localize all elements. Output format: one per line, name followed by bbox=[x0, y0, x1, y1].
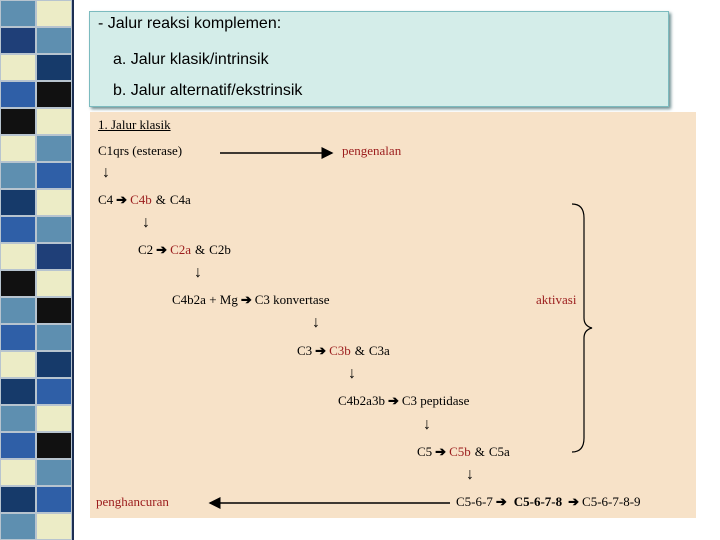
strip-cell bbox=[36, 486, 72, 513]
strip-cell bbox=[0, 243, 36, 270]
aktivasi-brace bbox=[572, 204, 592, 452]
header-line-3: b. Jalur alternatif/ekstrinsik bbox=[113, 82, 303, 99]
strip-row bbox=[0, 189, 72, 216]
strip-cell bbox=[0, 216, 36, 243]
strip-row bbox=[0, 513, 72, 540]
strip-cell bbox=[36, 216, 72, 243]
strip-row bbox=[0, 54, 72, 81]
decorative-side-strip bbox=[0, 0, 72, 540]
strip-cell bbox=[36, 513, 72, 540]
strip-cell bbox=[0, 81, 36, 108]
strip-cell bbox=[0, 324, 36, 351]
strip-cell bbox=[0, 351, 36, 378]
strip-row bbox=[0, 81, 72, 108]
header-line-1: - Jalur reaksi komplemen: bbox=[98, 15, 282, 32]
c1qrs-label: C1qrs (esterase) bbox=[98, 143, 183, 158]
strip-cell bbox=[0, 270, 36, 297]
strip-cell bbox=[36, 432, 72, 459]
down-arrow-1: ↓ bbox=[102, 164, 110, 181]
strip-cell bbox=[0, 27, 36, 54]
strip-cell bbox=[36, 0, 72, 27]
strip-cell bbox=[36, 459, 72, 486]
strip-cell bbox=[0, 432, 36, 459]
strip-cell bbox=[36, 135, 72, 162]
down-arrow-4: ↓ bbox=[312, 314, 320, 331]
strip-row bbox=[0, 27, 72, 54]
strip-cell bbox=[36, 81, 72, 108]
strip-row bbox=[0, 297, 72, 324]
reaction-c3: C3 ➔ C3b & C3a bbox=[297, 343, 390, 358]
strip-cell bbox=[0, 459, 36, 486]
reaction-c2: C2 ➔ C2a & C2b bbox=[138, 242, 231, 257]
strip-cell bbox=[0, 54, 36, 81]
strip-row bbox=[0, 405, 72, 432]
strip-cell bbox=[36, 405, 72, 432]
strip-row bbox=[0, 0, 72, 27]
strip-cell bbox=[0, 0, 36, 27]
strip-row bbox=[0, 378, 72, 405]
aktivasi-label: aktivasi bbox=[536, 292, 577, 307]
strip-cell bbox=[0, 108, 36, 135]
strip-cell bbox=[0, 513, 36, 540]
strip-row bbox=[0, 324, 72, 351]
strip-cell bbox=[36, 270, 72, 297]
strip-cell bbox=[36, 189, 72, 216]
strip-cell bbox=[36, 162, 72, 189]
strip-cell bbox=[0, 405, 36, 432]
strip-cell bbox=[36, 324, 72, 351]
reaction-c5: C5 ➔ C5b & C5a bbox=[417, 444, 510, 459]
down-arrow-2: ↓ bbox=[142, 214, 150, 231]
header-line-2: a. Jalur klasik/intrinsik bbox=[113, 51, 269, 68]
section-title: 1. Jalur klasik bbox=[98, 117, 171, 132]
down-arrow-6: ↓ bbox=[423, 416, 431, 433]
strip-row bbox=[0, 135, 72, 162]
reaction-c3-peptidase: C4b2a3b ➔ C3 peptidase bbox=[338, 393, 470, 408]
strip-cell bbox=[0, 378, 36, 405]
reaction-c3-konvertase: C4b2a + Mg ➔ C3 konvertase bbox=[172, 292, 330, 307]
diagram-lines bbox=[90, 112, 696, 518]
pengenalan-label: pengenalan bbox=[342, 143, 402, 158]
title-box bbox=[89, 11, 669, 107]
strip-row bbox=[0, 243, 72, 270]
strip-row bbox=[0, 351, 72, 378]
strip-cell bbox=[36, 297, 72, 324]
strip-cell bbox=[0, 162, 36, 189]
reaction-mac: C5-6-7 ➔ C5-6-7-8 ➔ C5-6-7-8-9 bbox=[456, 494, 641, 509]
strip-row bbox=[0, 216, 72, 243]
strip-row bbox=[0, 432, 72, 459]
strip-divider bbox=[72, 0, 74, 540]
down-arrow-7: ↓ bbox=[466, 466, 474, 483]
strip-cell bbox=[0, 135, 36, 162]
strip-cell bbox=[36, 27, 72, 54]
strip-row bbox=[0, 162, 72, 189]
down-arrow-3: ↓ bbox=[194, 264, 202, 281]
strip-cell bbox=[36, 108, 72, 135]
strip-cell bbox=[36, 378, 72, 405]
down-arrow-5: ↓ bbox=[348, 365, 356, 382]
strip-row bbox=[0, 108, 72, 135]
strip-row bbox=[0, 486, 72, 513]
strip-cell bbox=[36, 243, 72, 270]
strip-row bbox=[0, 459, 72, 486]
penghancuran-label: penghancuran bbox=[96, 494, 169, 509]
strip-cell bbox=[0, 486, 36, 513]
complement-pathway-diagram bbox=[90, 112, 696, 518]
strip-cell bbox=[0, 189, 36, 216]
strip-cell bbox=[36, 54, 72, 81]
strip-row bbox=[0, 270, 72, 297]
reaction-c4: C4 ➔ C4b & C4a bbox=[98, 192, 191, 207]
strip-cell bbox=[0, 297, 36, 324]
strip-cell bbox=[36, 351, 72, 378]
